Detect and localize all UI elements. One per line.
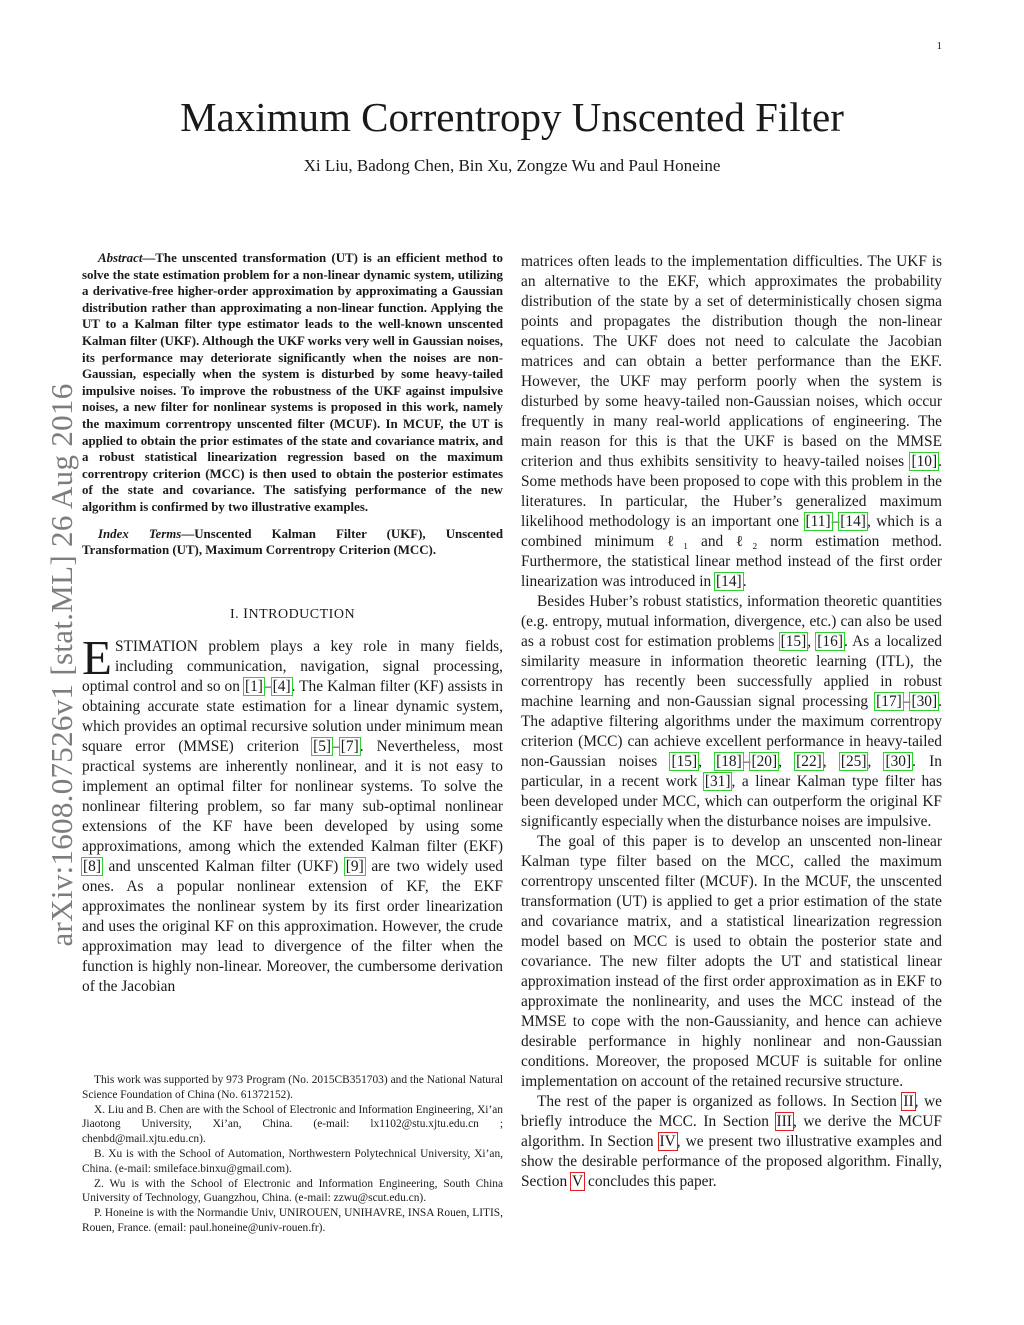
index-terms-text: —Unscented Kalman Filter (UKF), Unscented Transformation (UT), Maximum Correntropy Criterion (MCC). [82,526,503,558]
citation-link[interactable]: [1] [244,677,263,695]
section-link[interactable]: IV [659,1133,676,1150]
body-paragraph: matrices often leads to the implementation difficulties. The UKF is an alternative to the EKF, which approximates the probability distribution of the state by a set of deterministically chosen sigma points and propagates the distribution though the non-linear equations. The UKF does not need to calculate the Jacobian matrices and can obtain a better performance than the EKF. However, the UKF may perform poorly when the system is disturbed by some heavy-tailed non-Gaussian noises, which occur frequently in many real-world applications of engineering. The main reason for this is that the UKF is based on the MMSE criterion and thus exhibits sensitivity to heavy-tailed noises [10]. Some methods have been proposed to cope with this problem in the literatures. In particular, the Huber’s generalized maximum likelihood methodology is an important one [11]–[14], which is a combined minimum ℓ₁ and ℓ₂ norm estimation method. Furthermore, the statistical linear method instead of the first order linearization was introduced in [14]. [521,253,942,590]
citation-link[interactable]: [7] [340,737,359,755]
drop-cap: E [82,629,112,685]
index-terms [82,526,503,559]
citation-link[interactable]: [15] [780,633,807,650]
section-link[interactable]: II [903,1093,914,1110]
body-paragraph: The goal of this paper is to develop an unscented non-linear Kalman type filter based on the MCC, called the maximum correntropy unscented filter (MCUF). In the MCUF, the unscented transformation (UT) is applied to get a prior estimation of the state and covariance matrix, and a statistical linearization regression model based on MCC is used to obtain the posterior state and covariance. The new filter adopts the UT and statistical linear approximation instead of the first order approximation as in EKF to approximate the nonlinearity, and uses the MCC instead of the MMSE to cope with the non-Gaussianity, and hence can achieve desirable performance in highly nonlinear and non-Gaussian conditions. Moreover, the proposed MCUF is suitable for online implementation on account of the retained recursive structure. [521,833,942,1090]
citation-link[interactable]: [18] [716,753,742,770]
section-link[interactable]: V [572,1173,584,1190]
citation-link[interactable]: [17] [876,693,902,710]
citation-link[interactable]: [5] [313,737,332,755]
citation-link[interactable]: [14] [840,513,866,530]
citation-link[interactable]: [25] [840,753,867,770]
citation-link[interactable]: [4] [272,677,291,695]
citation-link[interactable]: [14] [716,573,742,590]
right-column [521,252,942,1192]
footnotes [82,1073,503,1236]
author-list: Xi Liu, Badong Chen, Bin Xu, Zongze Wu and Paul Honeine [303,156,721,175]
citation-link[interactable]: [30] [885,753,912,770]
citation-link[interactable]: [31] [704,773,731,790]
body-paragraph: The rest of the paper is organized as follows. In Section II, we briefly introduce the MCC. In Section III, we derive the MCUF algorithm. In Section IV, we present two illustrative examples and show the desirable performance of the proposed algorithm. Finally, Section V concludes this paper. [521,1093,943,1190]
footnote-funding: This work was supported by 973 Program (No. 2015CB351703) and the National Natural Science Foundation of China (No. 61372152). [82,1074,503,1101]
citation-link[interactable]: [10] [911,453,938,470]
abstract [82,250,503,516]
citation-link[interactable]: [11] [805,513,831,530]
section-link[interactable]: III [776,1113,792,1130]
arxiv-identifier: arXiv:1608.07526v1 [stat.ML] 26 Aug 2016 [44,383,79,947]
footnote-affiliation: B. Xu is with the School of Automation, Northwestern Polytechnical University, Xi’an, China. (e-mail: smileface.binxu@gmail.com). [82,1147,503,1175]
page-number: 1 [936,40,942,52]
footnote-affiliation: Z. Wu is with the School of Electronic and Information Engineering, South China University of Technology, Guangzhou, China. (e-mail: zzwu@scut.edu.cn). [82,1177,503,1205]
footnote-affiliation: P. Honeine is with the Normandie Univ, UNIROUEN, UNIHAVRE, INSA Rouen, LITIS, Rouen, France. (email: paul.honeine@univ-rouen.fr). [82,1207,503,1234]
intro-paragraph-1: ESTIMATION problem plays a key role in many fields, including communication, navigation, signal processing, optimal control and so on [1]–[4]. The Kalman filter (KF) assists in obtaining accurate state estimation for a linear dynamic system, which provides an optimal recursive solution under minimum mean square error (MMSE) criterion [5]–[7]. Nevertheless, most practical systems are inherently nonlinear, and it is not easy to implement an optimal filter for nonlinear systems. To solve the nonlinear filtering problem, so far many sub-optimal nonlinear extensions of the KF have been developed by using some approximations, among which the extended Kalman filter (EKF) [8] and unscented Kalman filter (UKF) [9] are two widely used ones. As a popular nonlinear extension of KF, the EKF approximates the nonlinear system by its first order linearization and uses the original KF on this approximation. However, the crude approximation may lead to divergence of the filter when the function is highly non-linear. Moreover, the cumbersome derivation of the Jacobian [82,629,503,995]
footnote-affiliation: X. Liu and B. Chen are with the School of Electronic and Information Engineering, Xi’an Jiaotong University, Xi’an, China. (e-mail: lx1102@stu.xjtu.edu.cn ; chenbd@mail.xjtu.edu.cn). [82,1103,504,1146]
citation-link[interactable]: [8] [83,857,101,875]
citation-link[interactable]: [15] [671,753,698,770]
index-terms-label: Index Terms [98,526,182,541]
citation-link[interactable]: [22] [796,753,822,770]
citation-link[interactable]: [16] [817,633,843,650]
abstract-text: —The unscented transformation (UT) is an efficient method to solve the state estimation problem for a non-linear dynamic system, utilizing a derivative-free higher-order approximation by approximating a Gaussian distribution rather than approximating a non-linear function. Applying the UT to a Kalman filter type estimator leads to the well-known unscented Kalman filter (UKF). Although the UKF works very well in Gaussian noises, its performance may deteriorate significantly when the noises are non-Gaussian, especially when the system is disturbed by some heavy-tailed impulsive noises. To improve the robustness of the UKF against impulsive noises, a new filter for nonlinear systems is proposed in this work, namely the maximum correntropy unscented filter (MCUF). In MCUF, the UT is applied to obtain the prior estimates of the state and covariance matrix, and a robust statistical linearization regression based on the maximum correntropy criterion (MCC) is then used to obtain the posterior estimates of the state and covariance. The satisfying performance of the new algorithm is confirmed by two illustrative examples. [82,251,503,514]
body-paragraph: Besides Huber’s robust statistics, information theoretic quantities (e.g. entropy, mutual information, divergence, etc.) can also be used as a robust cost for estimation problems [15], [16]. As a localized similarity measure in information theoretic learning (ITL), the correntropy has recently been successfully applied in robust machine learning and non-Gaussian signal processing [17]–[30]. The adaptive filtering algorithms under the maximum correntropy criterion (MCC) can achieve excellent performance in heavy-tailed non-Gaussian noises [15], [18]–[20], [22], [25], [30]. In particular, in a recent work [31], a linear Kalman type filter has been developed under MCC, which can outperform the original KF significantly especially when the disturbance noises are impulsive. [521,593,942,830]
citation-link[interactable]: [30] [911,693,938,710]
citation-link[interactable]: [9] [345,857,364,875]
left-column [82,250,503,997]
citation-link[interactable]: [20] [751,753,778,770]
paper-title: Maximum Correntropy Unscented Filter [180,94,844,140]
abstract-label: Abstract [98,251,143,265]
section-heading-introduction: I. INTRODUCTION [229,605,356,622]
